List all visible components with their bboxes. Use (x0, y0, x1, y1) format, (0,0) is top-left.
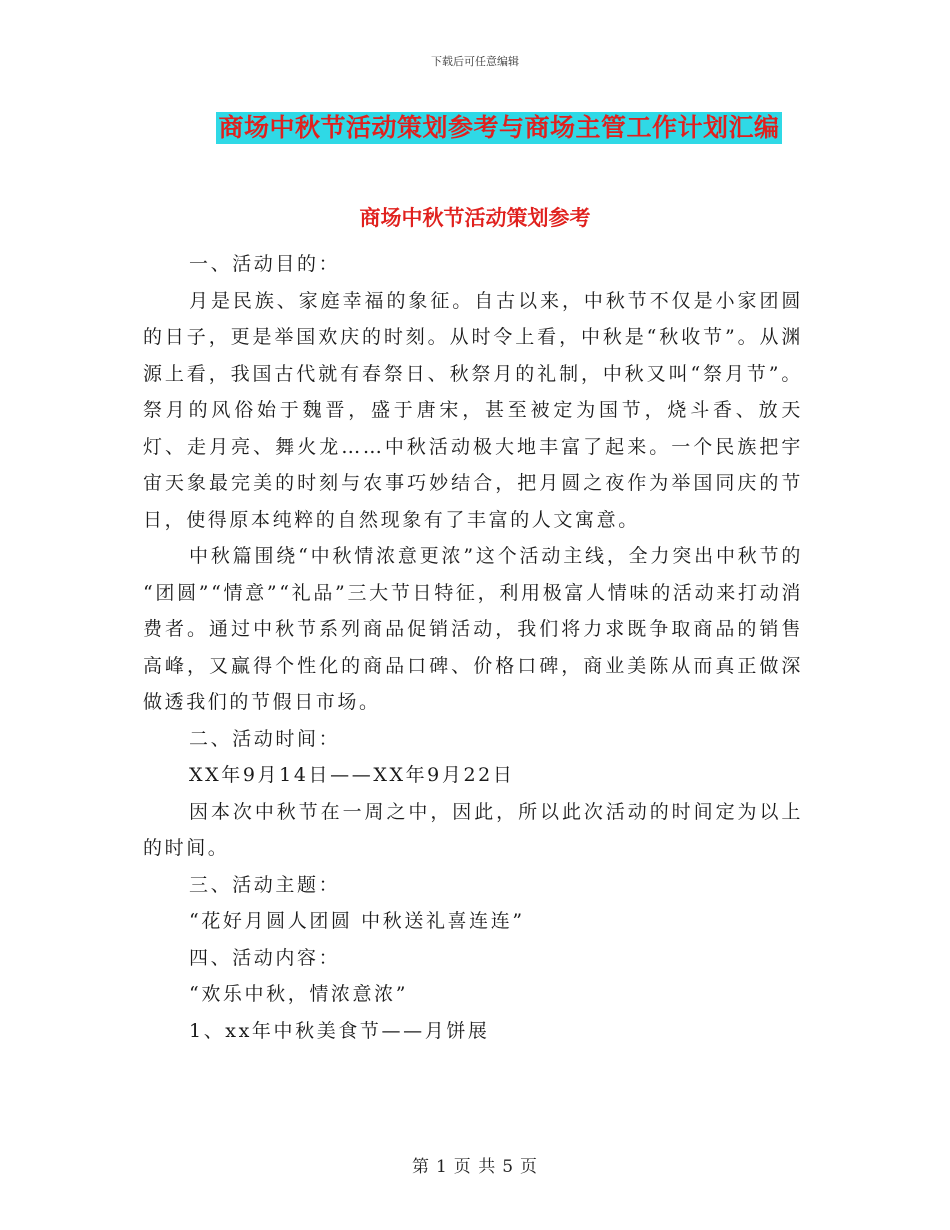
paragraph-theme-slogan: “花好月圆人团圆 中秋送礼喜连连” (189, 910, 525, 932)
paragraph-purpose-body: 月是民族、家庭幸福的象征。自古以来，中秋节不仅是小家团圆的日子，更是举国欢庆的时刻。从时令上看，中秋是“秋收节”。从渊源上看，我国古代就有春祭日、秋祭月的礼制，中秋又叫“祭月节”。祭月的风俗始于魏晋，盛于唐宋，甚至被定为国节，烧斗香、放天灯、走月亮、舞火龙……中秋活动极大地丰富了起来。一个民族把宇宙天象最完美的时刻与农事巧妙结合，把月圆之夜作为举国同庆的节日，使得原本纯粹的自然现象有了丰富的人文寓意。 (143, 289, 803, 531)
header-note: 下载后可任意编辑 (431, 55, 519, 68)
paragraph-time-reason: 因本次中秋节在一周之中，因此，所以此次活动的时间定为以上的时间。 (143, 800, 803, 859)
paragraph-date-range: XX年9月14日——XX年9月22日 (189, 764, 515, 786)
paragraph-theme-line: 中秋篇围绕“中秋情浓意更浓”这个活动主线，全力突出中秋节的 “团圆”“情意”“礼品”三大节日特征，利用极富人情味的活动来打动消费者。通过中秋节系列商品促销活动，我们将力求既争取商品的销售高峰，又赢得个性化的商品口碑、价格口碑，商业美陈从而真正做深做透我们的节假日市场。 (143, 545, 803, 713)
paragraph-content-slogan: “欢乐中秋，情浓意浓” (189, 983, 409, 1005)
footer-middle: 页 共 (453, 1157, 497, 1177)
paragraph-item-1: 1、xx年中秋美食节——月饼展 (189, 1019, 490, 1042)
heading-activity-content: 四、活动内容： (189, 946, 341, 969)
heading-activity-purpose: 一、活动目的： (189, 253, 341, 275)
page-footer (0, 1152, 950, 1177)
heading-activity-theme: 三、活动主题： (189, 873, 341, 896)
total-pages: 5 (502, 1157, 515, 1177)
section-title: 商场中秋节活动策划参考 (359, 206, 591, 230)
heading-activity-time: 二、活动时间： (189, 727, 341, 750)
main-title-container (0, 112, 950, 144)
footer-prefix: 第 (411, 1157, 430, 1177)
current-page-number: 1 (435, 1157, 448, 1177)
document-body (143, 246, 803, 1049)
footer-suffix: 页 (520, 1157, 539, 1177)
document-title: 商场中秋节活动策划参考与商场主管工作计划汇编 (218, 113, 780, 142)
